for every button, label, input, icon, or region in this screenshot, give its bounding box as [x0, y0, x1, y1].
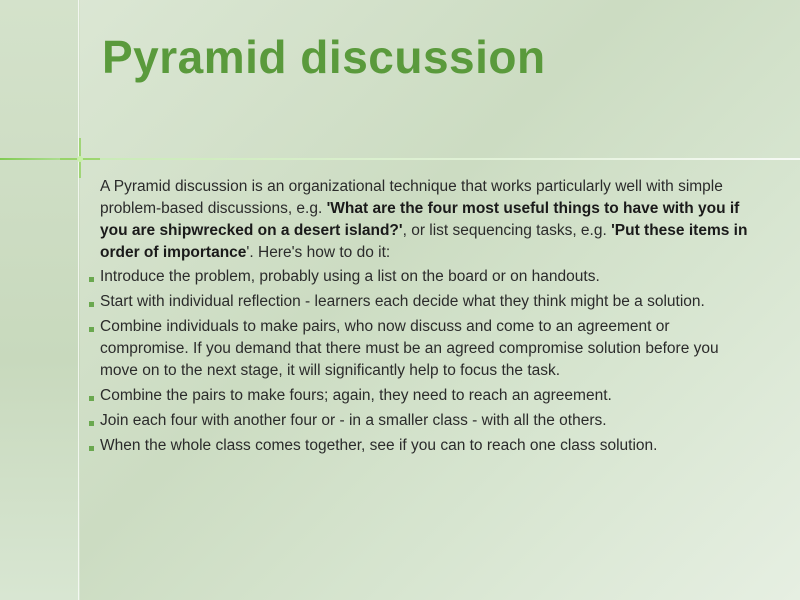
list-item: When the whole class comes together, see if you can to reach one class solution.	[100, 435, 760, 457]
bullet-icon	[89, 277, 94, 282]
list-item: Combine individuals to make pairs, who now discuss and come to an agreement or compromise. If you demand that there must be an agreed compromise solution before you move on to the next stage, it will significantly help to focus the task.	[100, 316, 760, 382]
list-item: Combine the pairs to make fours; again, they need to reach an agreement.	[100, 385, 760, 407]
intro-text-2: , or list sequencing tasks, e.g.	[402, 222, 612, 239]
left-decor-band	[0, 0, 80, 600]
bullet-icon	[89, 446, 94, 451]
intro-example-2: 'Put these items in order of importance	[100, 222, 748, 261]
sparkle-icon	[60, 138, 100, 178]
intro-text-1: A Pyramid discussion is an organizational technique that works particularly well with simple problem-based discussions, e.g.	[100, 178, 723, 217]
intro-example-1: 'What are the four most useful things to have with you if you are shipwrecked on a desert island?'	[100, 200, 740, 239]
list-item: Introduce the problem, probably using a list on the board or on handouts.	[100, 266, 760, 288]
slide-title: Pyramid discussion	[102, 31, 546, 83]
bullet-icon	[89, 396, 94, 401]
list-item: Start with individual reflection - learners each decide what they think might be a solution.	[100, 291, 760, 313]
bullet-icon	[89, 302, 94, 307]
slide-content	[100, 176, 760, 460]
bullet-icon	[89, 327, 94, 332]
vertical-divider	[78, 0, 79, 600]
bullet-icon	[89, 421, 94, 426]
horizontal-divider	[0, 158, 800, 160]
list-item: Join each four with another four or - in a smaller class - with all the others.	[100, 410, 760, 432]
intro-paragraph	[100, 176, 760, 264]
intro-text-3: '. Here's how to do it:	[246, 244, 391, 261]
steps-list	[100, 266, 760, 457]
